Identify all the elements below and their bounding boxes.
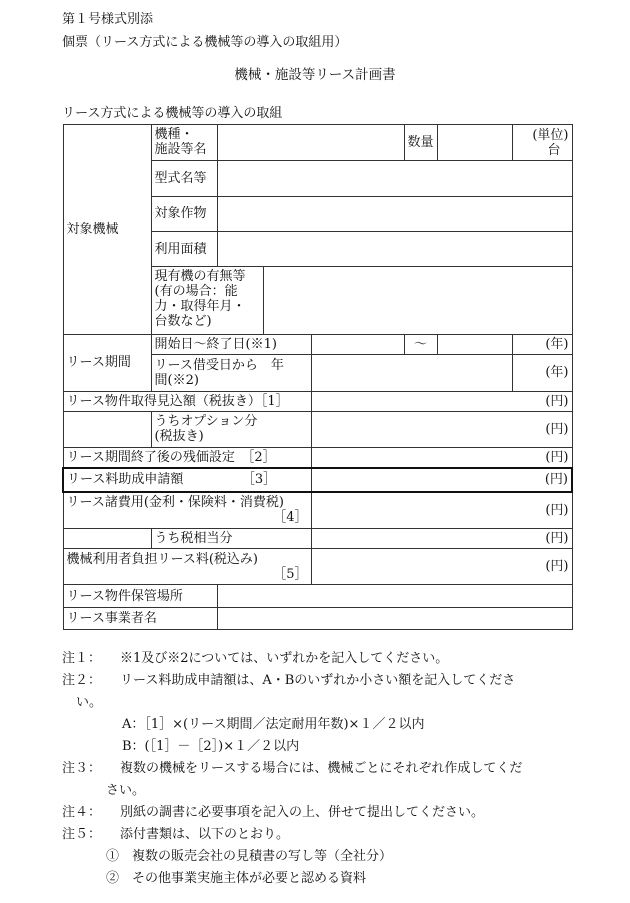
lease-costs-field[interactable]: (円): [311, 492, 572, 528]
note-2: 注２： リース料助成申請額は、A・Bのいずれか小さい額を記入してくださ い。: [62, 673, 516, 710]
usage-area-field[interactable]: [217, 232, 572, 267]
document-title: 機械・施設等リース計画書: [234, 67, 396, 83]
start-date-field[interactable]: [311, 335, 404, 355]
lease-costs-label: リース諸費用(金利・保険料・消費税) ［4］: [63, 492, 311, 528]
model-name-label: 型式名等: [151, 161, 217, 196]
residual-value-field[interactable]: (円): [311, 448, 572, 468]
lease-company-label: リース事業者名: [63, 607, 217, 629]
subsidy-amount-label: リース料助成申請額 ［3］: [63, 468, 311, 492]
acquisition-cost-label: リース物件取得見込額（税抜き）［1］: [63, 391, 311, 411]
user-fee-field[interactable]: (円): [311, 549, 572, 585]
note-1: 注１： ※1及び※2については、いずれかを記入してください。: [62, 651, 449, 666]
acquisition-cost-field[interactable]: (円): [311, 391, 572, 411]
machine-name-field[interactable]: [217, 125, 404, 161]
target-crop-field[interactable]: [217, 196, 572, 231]
lease-plan-table: [62, 124, 573, 630]
subsidy-amount-field[interactable]: (円): [311, 468, 572, 492]
storage-location-field[interactable]: [217, 585, 572, 607]
notes-section: [62, 648, 582, 890]
form-number: 第１号様式別添: [62, 12, 154, 27]
section-title: リース方式による機械等の導入の取組: [62, 106, 283, 121]
form-subtitle: 個票（リース方式による機械等の導入の取組用）: [62, 35, 348, 50]
user-fee-label: 機械利用者負担リース料(税込み) ［5］: [63, 549, 311, 585]
storage-location-label: リース物件保管場所: [63, 585, 217, 607]
start-end-label: 開始日～終了日(※1): [151, 335, 311, 355]
model-name-field[interactable]: [217, 161, 572, 196]
tilde: ～: [404, 335, 437, 355]
lease-company-field[interactable]: [217, 607, 572, 629]
note-5-item-1: ① 複数の販売会社の見積書の写し等（全社分）: [106, 849, 393, 864]
option-label: うちオプション分 (税抜き): [151, 411, 311, 447]
machine-name-label: 機種・ 施設等名: [151, 125, 217, 161]
year-unit-1: (年): [512, 335, 572, 355]
existing-machine-field[interactable]: [263, 267, 572, 335]
target-machine-label: 対象機械: [63, 125, 151, 335]
target-crop-label: 対象作物: [151, 196, 217, 231]
note-3: 注３： 複数の機械をリースする場合には、機械ごとにそれぞれ作成してくだ さい。: [62, 761, 523, 798]
year-unit-2: (年): [512, 355, 572, 391]
quantity-label: 数量: [404, 125, 437, 161]
tax-indent: [63, 528, 151, 548]
existing-machine-label: 現有機の有無等 (有の場合：能 力・取得年月・ 台数など): [151, 267, 263, 335]
option-indent: [63, 411, 151, 447]
tax-part-label: うち税相当分: [151, 528, 311, 548]
note-2-formula-b: B：(［1］－［2］)×１／２以内: [122, 739, 300, 754]
from-lease-date-label: リース借受日から 年 間(※2): [151, 355, 311, 391]
lease-period-label: リース期間: [63, 335, 151, 392]
end-date-field[interactable]: [437, 335, 512, 355]
note-5: 注５： 添付書類は、以下のとおり。: [62, 827, 290, 842]
tax-part-field[interactable]: (円): [311, 528, 572, 548]
quantity-field[interactable]: [437, 125, 512, 161]
option-field[interactable]: (円): [311, 411, 572, 447]
from-lease-date-field[interactable]: [311, 355, 512, 391]
note-2-formula-a: A：［1］×(リース期間／法定耐用年数)×１／２以内: [122, 717, 425, 732]
usage-area-label: 利用面積: [151, 232, 217, 267]
note-4: 注４： 別紙の調書に必要事項を記入の上、併せて提出してください。: [62, 805, 485, 820]
unit-label: (単位) 台: [512, 125, 572, 161]
note-5-item-2: ② その他事業実施主体が必要と認める資料: [106, 871, 367, 886]
residual-value-label: リース期間終了後の残価設定 ［2］: [63, 448, 311, 468]
